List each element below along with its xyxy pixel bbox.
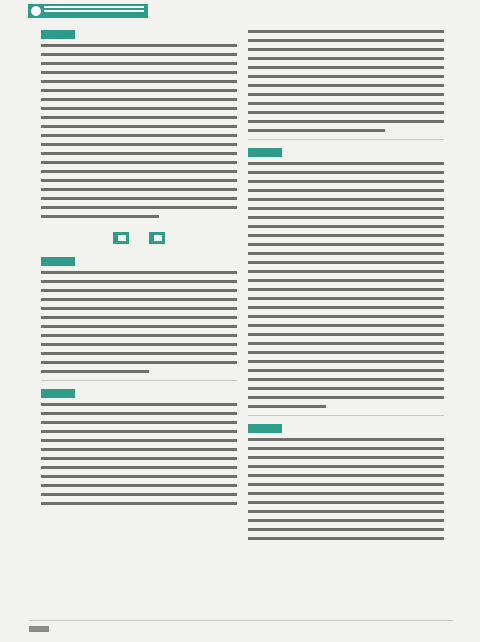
heading-glyph <box>113 232 129 244</box>
section-marker-5 <box>248 424 282 433</box>
paragraph-4 <box>248 30 444 132</box>
heading-glyph <box>149 232 165 244</box>
journal-logo <box>31 6 41 16</box>
footer-divider <box>29 620 453 621</box>
section-marker-1 <box>41 30 75 39</box>
divider <box>41 380 237 381</box>
paragraph-1 <box>41 44 237 218</box>
paragraph-5 <box>248 162 444 408</box>
page-number <box>29 626 49 632</box>
paragraph-2 <box>41 271 237 373</box>
divider <box>248 415 444 416</box>
section-marker-4 <box>248 148 282 157</box>
left-column <box>41 30 237 610</box>
journal-title <box>44 6 144 16</box>
divider <box>248 139 444 140</box>
paragraph-3 <box>41 403 237 505</box>
section-marker-2 <box>41 257 75 266</box>
running-header <box>0 0 480 22</box>
right-column <box>248 30 444 610</box>
section-marker-3 <box>41 389 75 398</box>
section-heading <box>41 225 237 251</box>
paragraph-6 <box>248 438 444 540</box>
